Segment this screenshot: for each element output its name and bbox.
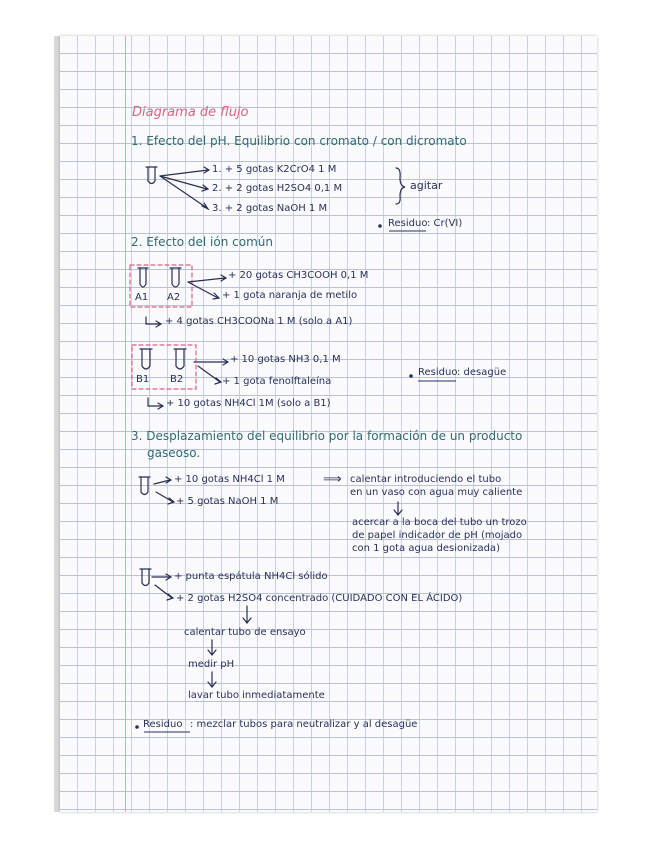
tube-b2-label: B2	[170, 374, 184, 385]
section-3-heading-line-1: 3. Desplazamiento del equilibrio por la formación de un producto	[131, 429, 523, 443]
sec3-residuo-value: : mezclar tubos para neutralizar y al desagüe	[190, 719, 418, 730]
sec1-action: agitar	[410, 179, 443, 192]
sec3-part1-step2-line-1: acercar a la boca del tubo un trozo	[352, 517, 527, 528]
sec3-part1-step2-line-2: de papel indicador de pH (mojado	[352, 530, 523, 541]
sec1-residuo-value: : Cr(VI)	[427, 218, 463, 229]
sec2-b-follow: + 10 gotas NH4Cl 1M (solo a B1)	[166, 398, 331, 409]
sec3-part2-step-1: calentar tubo de ensayo	[184, 627, 306, 638]
sec3-part2-item-1: + punta espátula NH4Cl sólido	[174, 571, 328, 582]
sec3-part1-step1-line-2: en un vaso con agua muy caliente	[350, 487, 523, 498]
sec1-item-1: 1. + 5 gotas K2CrO4 1 M	[212, 164, 337, 175]
sec1-residuo-label: Residuo	[388, 218, 428, 229]
section-2-heading: 2. Efecto del ión común	[131, 235, 273, 249]
sec3-part1-arrow: ⟹	[323, 472, 342, 487]
sec2-residuo-value: : desagüe	[457, 367, 507, 378]
sec3-part2-step-3: lavar tubo inmediatamente	[188, 690, 325, 701]
tube-b1-label: B1	[136, 374, 150, 385]
sec3-part1-item-2: + 5 gotas NaOH 1 M	[176, 496, 279, 507]
tube-a2-label: A2	[167, 292, 181, 303]
sec2-residuo-label: Residuo	[418, 367, 458, 378]
sec1-item-3: 3. + 2 gotas NaOH 1 M	[212, 203, 328, 214]
page-title: Diagrama de flujo	[132, 105, 249, 120]
sec1-item-2: 2. + 2 gotas H2SO4 0,1 M	[212, 183, 343, 194]
test-tube-icon	[146, 167, 157, 184]
sec2-b-item-1: + 10 gotas NH3 0,1 M	[230, 354, 341, 365]
sec2-a-item-2: + 1 gota naranja de metilo	[222, 290, 358, 301]
sec3-part2-step-2: medir pH	[188, 659, 235, 670]
section-1-heading: 1. Efecto del pH. Equilibrio con cromato / con dicromato	[131, 134, 467, 148]
section-3-heading-line-2: gaseoso.	[147, 446, 201, 460]
tube-a1-label: A1	[135, 292, 149, 303]
sec3-part2-item-2: + 2 gotas H2SO4 concentrado (CUIDADO CON EL ÁCIDO)	[176, 593, 463, 604]
sec3-part1-step2-line-3: con 1 gota agua desionizada)	[352, 543, 500, 554]
sec2-b-item-2: + 1 gota fenolftaleína	[222, 376, 332, 387]
sec2-a-follow: + 4 gotas CH3COONa 1 M (solo a A1)	[165, 316, 353, 327]
sec3-part1-item-1: + 10 gotas NH4Cl 1 M	[174, 474, 285, 485]
sec3-part1-step1-line-1: calentar introduciendo el tubo	[350, 474, 502, 485]
sec3-residuo-label: Residuo	[143, 719, 183, 730]
sec2-a-item-1: + 20 gotas CH3COOH 0,1 M	[228, 270, 369, 281]
